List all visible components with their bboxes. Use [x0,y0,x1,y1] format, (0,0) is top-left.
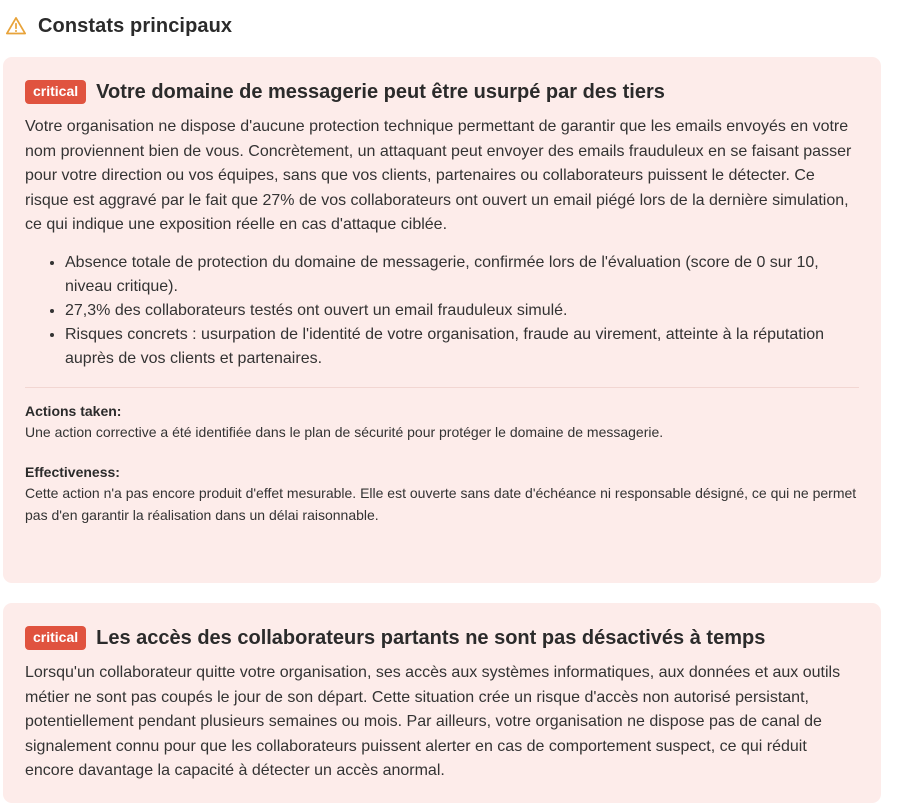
divider [25,387,859,388]
finding-card [3,603,881,803]
effectiveness-text: Cette action n'a pas encore produit d'effet mesurable. Elle est ouverte sans date d'échéance ni responsable désigné, ce qui ne permet pas d'en garantir la réalisation dans un délai raisonnable. [25,484,857,523]
finding-bullet: • 27,3% des collaborateurs testés ont ouvert un email frauduleux simulé. [65,299,859,323]
actions-taken-label: Actions taken: [25,402,122,419]
section-title: Constats principaux [38,14,233,37]
finding-header [25,624,859,652]
severity-badge: critical [25,626,86,650]
finding-bullet-list [25,251,859,371]
effectiveness-label: Effectiveness: [25,463,120,480]
finding-description: Lorsqu'un collaborateur quitte votre organisation, ses accès aux systèmes informatiques, aux données et aux outils métier ne sont pas coupés le jour de son départ. Cette situation crée un risque d'accès non autorisé persistant, potentiellement pendant plusieurs semaines ou mois. Par ailleurs, votre organisation ne dispose pas de canal de signalement connu pour que les collaborateurs puissent alerter en cas de comportement suspect, ce qui réduit encore davantage la capacité à détecter un accès anormal. [25,664,841,779]
finding-card [3,57,881,583]
finding-title: Votre domaine de messagerie peut être usurpé par des tiers [96,80,665,103]
finding-bullet: • Risques concrets : usurpation de l'identité de votre organisation, fraude au virement, atteinte à la réputation auprès de vos clients et partenaires. [65,323,859,371]
finding-title: Les accès des collaborateurs partants ne sont pas désactivés à temps [96,626,766,649]
finding-description: Votre organisation ne dispose d'aucune protection technique permettant de garantir que les emails envoyés en votre nom proviennent bien de vous. Concrètement, un attaquant peut envoyer des emails frauduleux en se faisant passer pour votre direction ou vos équipes, sans que vos clients, partenaires ou collaborateurs puissent le détecter. Ce risque est aggravé par le fait que 27% de vos collaborateurs ont ouvert un email piégé lors de la dernière simulation, ce qui indique une exposition réelle en cas d'attaque ciblée. [25,118,852,233]
warning-triangle-icon [5,15,27,37]
actions-taken-text: Une action corrective a été identifiée dans le plan de sécurité pour protéger le domaine de messagerie. [25,423,664,440]
finding-bullet: • Absence totale de protection du domaine de messagerie, confirmée lors de l'évaluation (score de 0 sur 10, niveau critique). [65,251,859,299]
severity-badge: critical [25,80,86,104]
finding-header [25,78,859,106]
section-header [5,12,232,40]
